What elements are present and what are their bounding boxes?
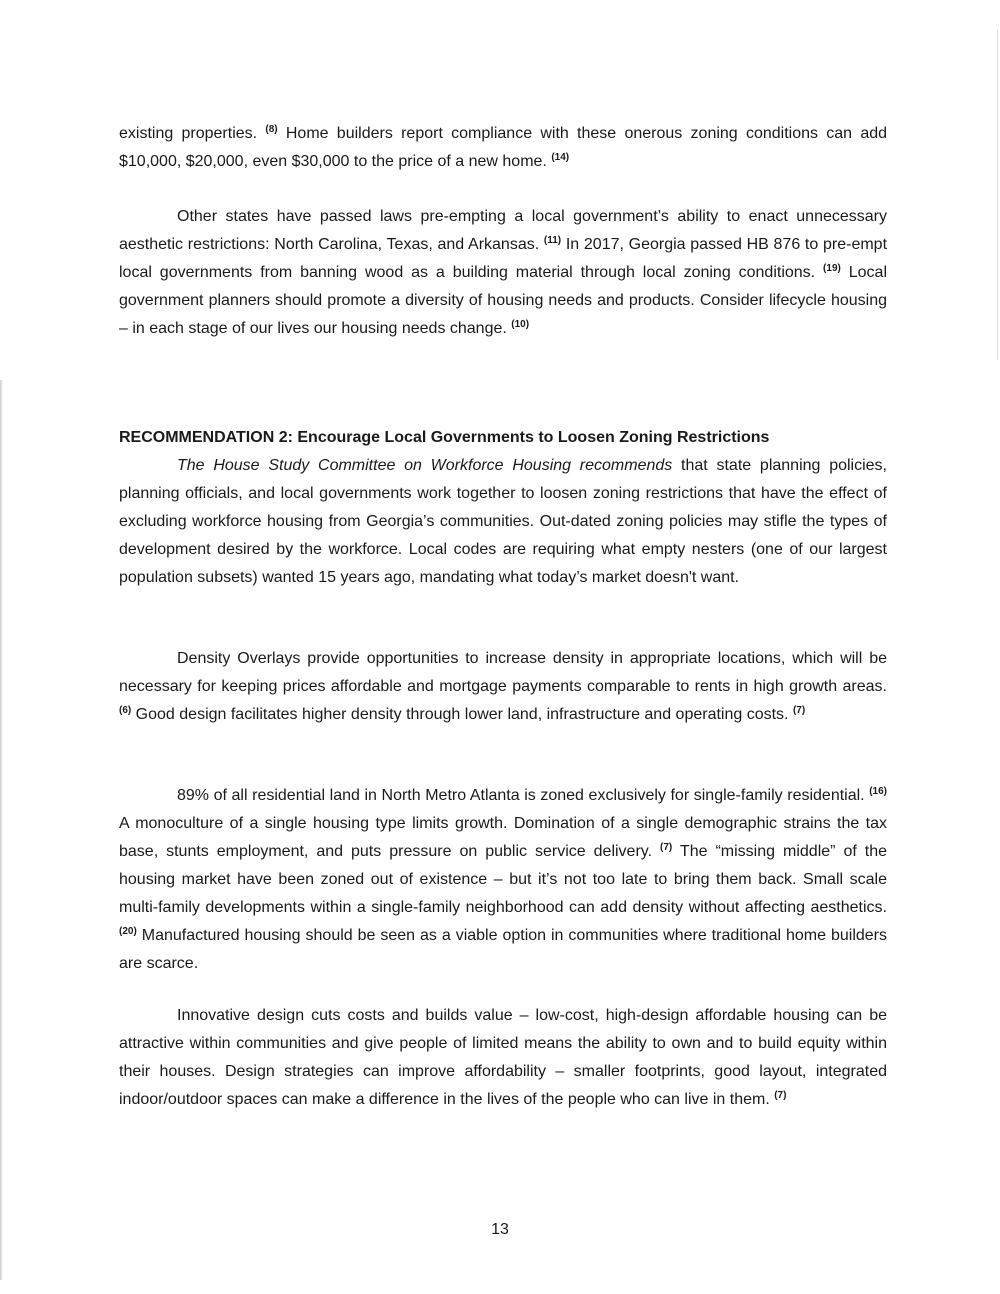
text-run: Home builders report compliance with these onerous zoning conditions can add $10,000, $20,000, even $30,000 to the price of a new home. (119, 125, 888, 170)
text-run: Innovative design cuts costs and builds value – low-cost, high-design affordable housing can be attractive within communities and give people of limited means the ability to own and to build equity within their houses. Design strategies can improve affordability – smaller footprints, good layout, integrated indoor/outdoor spaces can make a difference in the lives of the people who can live in them. (119, 1007, 887, 1108)
paragraph-north-metro (119, 782, 887, 978)
citation-ref: (10) (511, 319, 530, 330)
scan-edge-left (0, 380, 3, 1280)
citation-ref: (16) (869, 786, 887, 797)
citation-ref: (14) (551, 152, 570, 163)
citation-ref: (6) (119, 705, 132, 716)
text-run: that state planning policies, planning officials, and local governments work together to loosen zoning restrictions that have the effect of excluding workforce housing from Georgia’s communities. Out-dated zoning policies may stifle the types of development desired by the workforce. Local codes are requiring what empty nesters (one of our largest population subsets) wanted 15 years ago, mandating what today’s market doesn't want. (119, 457, 887, 586)
recommendation-section (119, 424, 887, 592)
citation-ref: (20) (119, 926, 137, 937)
paragraph-6 (119, 1002, 887, 1114)
paragraph-5 (119, 782, 887, 978)
paragraph-1 (119, 120, 887, 176)
text-run: The “missing middle” of the housing market have been zoned out of existence – but it’s not too late to bring them back. Small scale multi-family developments within a single-family neighborhood can add density without affecting aesthetics. (119, 843, 888, 916)
paragraph-4 (119, 645, 887, 729)
text-run: Density Overlays provide opportunities to increase density in appropriate locations, which will be necessary for keeping prices affordable and mortgage payments comparable to rents in high growth areas. (119, 650, 887, 695)
citation-ref: (19) (823, 263, 841, 274)
section-heading: RECOMMENDATION 2: Encourage Local Governments to Loosen Zoning Restrictions (119, 429, 770, 446)
paragraph-2 (119, 203, 887, 343)
text-run: Other states have passed laws pre-empting a local government’s ability to enact unnecessary aesthetic restrictions: North Carolina, Texas, and Arkansas. (119, 208, 887, 253)
paragraph-continuation (119, 120, 887, 176)
citation-ref: (8) (265, 124, 278, 135)
paragraph-density-overlays (119, 645, 887, 729)
text-run: existing properties. (119, 125, 266, 142)
citation-ref: (11) (543, 235, 562, 246)
text-run: In 2017, Georgia passed HB 876 to pre-empt local governments from banning wood as a building material through local zoning conditions. (119, 236, 888, 281)
page-number: 13 (491, 1221, 509, 1238)
text-run: Good design facilitates higher density through lower land, infrastructure and operating costs. (131, 706, 793, 723)
paragraph-innovative-design (119, 1002, 887, 1114)
text-run: A monoculture of a single housing type limits growth. Domination of a single demographic strains the tax base, stunts employment, and puts pressure on public service delivery. (119, 815, 887, 860)
citation-ref: (7) (774, 1090, 787, 1101)
paragraph-3 (119, 452, 887, 592)
scan-edge-right (997, 30, 998, 360)
text-run: 89% of all residential land in North Metro Atlanta is zoned exclusively for single-family residential. (177, 787, 870, 804)
citation-ref: (7) (792, 705, 806, 716)
text-run: Manufactured housing should be seen as a viable option in communities where traditional home builders are scarce. (119, 927, 887, 972)
text-run: Local government planners should promote a diversity of housing needs and products. Consider lifecycle housing – in each stage of our lives our housing needs change. (119, 264, 887, 337)
citation-ref: (7) (660, 842, 673, 853)
paragraph-other-states (119, 203, 887, 343)
emphasis-text: The House Study Committee on Workforce Housing recommends (177, 457, 673, 474)
